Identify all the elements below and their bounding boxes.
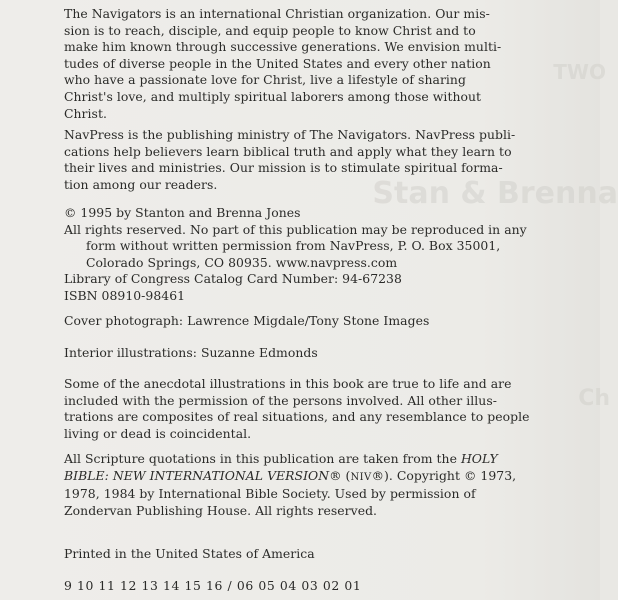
- bible-title: BIBLE: NEW INTERNATIONAL VERSION: [64, 467, 330, 483]
- text-line: Printed in the United States of America: [64, 546, 315, 561]
- copyright-block: [64, 205, 534, 305]
- niv-abbreviation: NIV: [350, 471, 372, 483]
- copyright-notice: © 1995 by Stanton and Brenna Jones: [64, 205, 301, 220]
- navigators-paragraph: [64, 6, 534, 122]
- text-line: Colorado Springs, CO 80935. www.navpress.com: [86, 254, 398, 270]
- text-line: trations are composites of real situations, and any resemblance to people: [64, 409, 530, 425]
- facing-page-show-through: Ch: [578, 386, 610, 411]
- printed-in: [64, 546, 534, 563]
- scripture-permission: [64, 451, 534, 519]
- text-line: Cover photograph: Lawrence Migdale/Tony Stone Images: [64, 313, 430, 328]
- text-line: 9 10 11 12 13 14 15 16 / 06 05 04 03 02 01: [64, 578, 362, 593]
- text-line: The Navigators is an international Christian organization. Our mis-: [64, 6, 490, 21]
- navpress-paragraph: [64, 127, 534, 193]
- catalog-card-number: Library of Congress Catalog Card Number: 94-67238: [64, 271, 402, 287]
- text-line: cations help believers learn biblical truth and apply what they learn to: [64, 143, 512, 159]
- facing-page-show-through: Stan & Brenna: [372, 176, 618, 211]
- cover-photo-credit: [64, 313, 534, 330]
- text-line: All rights reserved. No part of this publication may be reproduced in any: [64, 221, 527, 237]
- text-line: form without written permission from NavPress, P. O. Box 35001,: [86, 238, 501, 254]
- text-line: Interior illustrations: Suzanne Edmonds: [64, 345, 318, 360]
- interior-illustrations-credit: [64, 345, 534, 362]
- text-line: NavPress is the publishing ministry of The Navigators. NavPress publi-: [64, 127, 516, 142]
- text-line: Some of the anecdotal illustrations in this book are true to life and are: [64, 376, 512, 391]
- text-run: All Scripture quotations in this publication are taken from the: [64, 451, 461, 466]
- text-line: [64, 451, 534, 468]
- text-line: Christ.: [64, 105, 107, 121]
- text-line: living or dead is coincidental.: [64, 425, 252, 441]
- text-run: ®). Copyright © 1973,: [371, 467, 517, 483]
- text-line: tudes of diverse people in the United States and every other nation: [64, 55, 491, 71]
- text-line: 1978, 1984 by International Bible Society. Used by permission of: [64, 486, 476, 502]
- text-line: who have a passionate love for Christ, live a lifestyle of sharing: [64, 72, 466, 88]
- text-line: sion is to reach, disciple, and equip people to know Christ and to: [64, 22, 476, 38]
- text-line: [64, 468, 534, 487]
- anecdotal-disclaimer: [64, 376, 534, 442]
- text-line: Christ's love, and multiply spiritual laborers among those without: [64, 88, 482, 104]
- printing-number-line: [64, 578, 534, 595]
- facing-page-show-through: TWO: [553, 60, 606, 84]
- text-line: included with the permission of the persons involved. All other illus-: [64, 392, 497, 408]
- text-line: tion among our readers.: [64, 176, 218, 192]
- text-run: ® (: [329, 467, 351, 483]
- text-line: make him known through successive generations. We envision multi-: [64, 39, 502, 55]
- text-line: their lives and ministries. Our mission is to stimulate spiritual forma-: [64, 160, 503, 176]
- text-line: Zondervan Publishing House. All rights reserved.: [64, 502, 378, 518]
- bible-title: HOLY: [460, 451, 498, 466]
- isbn: ISBN 08910-98461: [64, 287, 186, 303]
